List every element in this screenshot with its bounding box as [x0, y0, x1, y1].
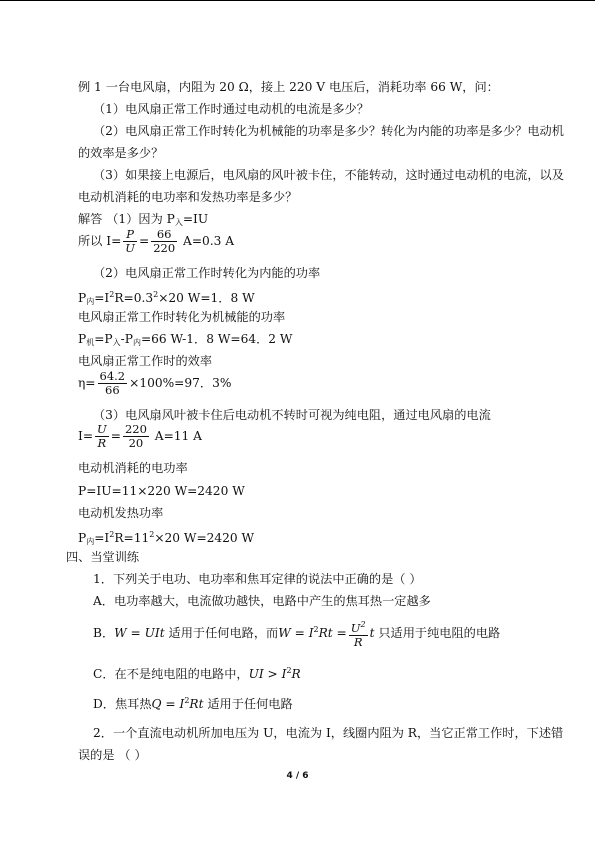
example-q1: （1）电风扇正常工作时通过电动机的电流是多少？: [93, 102, 369, 116]
example-q3-line1: （3）如果接上电源后，电风扇的风叶被卡住，不能转动，这时通过电动机的电流，以及: [93, 168, 564, 182]
question-1-stem: 1．下列关于电功、电功率和焦耳定律的说法中正确的是（ ）: [93, 572, 422, 586]
question-2-line2: 误的是 （ ）: [78, 748, 147, 762]
solution-stall-heat: $P_内=I^2R=11^2\times 20$ W=2420 W: [78, 530, 255, 546]
page-number: 4 / 6: [286, 771, 309, 781]
fraction-66-over-220: $\frac{66}{220}$: [153, 227, 176, 255]
solution-line-7: 电风扇正常工作时的效率: [78, 354, 213, 368]
solution-line-5: 电风扇正常工作时转化为机械能的功率: [78, 310, 286, 324]
solution-line-13: 电动机发热功率: [78, 506, 164, 520]
example-stem: 例 1 一台电风扇，内阻为 20 Ω，接上 220 V 电压后，消耗功率 66 W，问：: [78, 80, 499, 94]
solution-mech-power: $P_机=P_入-P_内=66$ W-1．8 W=64．2 W: [78, 332, 293, 347]
question-2-line1: 2．一个直流电动机所加电压为 U，电流为 I，线圈内阻为 R，当它正常工作时，下述错: [93, 726, 564, 740]
fraction-p-over-u: $\frac{P}{U}$: [125, 227, 135, 255]
solution-heat-power: $P_内=I^2R=0.3^2\times 20$ W=1．8 W: [78, 290, 255, 306]
fraction-64-2-over-66: $\frac{64.2}{66}$: [99, 369, 126, 397]
page-top-border: [0, 0, 595, 1]
example-q2-line1: （2）电风扇正常工作时转化为机械能的功率是多少？转化为内能的功率是多少？电动机: [93, 124, 564, 138]
fraction-u2-over-r: $\frac{U^2}{R}$: [350, 620, 366, 649]
fraction-220-over-20: $\frac{220}{20}$: [124, 422, 147, 450]
fraction-u-over-r: $\frac{U}{R}$: [97, 422, 107, 450]
solution-current-formula: 所以 I= $\frac{P}{U}$ = $\frac{66}{220}$ A=0.3 A: [78, 227, 235, 255]
solution-line-12: P=IU=11×220 W=2420 W: [78, 484, 245, 498]
example-q2-line2: 的效率是多少？: [78, 146, 164, 160]
solution-efficiency: η= $\frac{64.2}{66}$ ×100%=97．3%: [78, 369, 232, 397]
option-a: A．电功率越大，电流做功越快，电路中产生的焦耳热一定越多: [93, 594, 431, 608]
solution-line-1: 解答 （1）因为 $P_入=IU$: [78, 212, 209, 227]
section-title: 四、当堂训练: [66, 550, 140, 564]
solution-line-3: （2）电风扇正常工作时转化为内能的功率: [93, 266, 321, 280]
solution-stall-current: I= $\frac{U}{R}$ = $\frac{220}{20}$ A=11 A: [78, 422, 202, 450]
option-d: D．焦耳热$Q = I^2Rt$ 适用于任何电路: [93, 696, 293, 711]
option-b: B．W = UIt 适用于任何电路，而$W = I^2Rt$ = $\frac{U^2}{R}$ t 只适用于纯电阻的电路: [93, 620, 501, 649]
solution-line-11: 电动机消耗的电功率: [78, 461, 188, 475]
option-c: C．在不是纯电阻的电路中，UI > $I^2R$: [93, 666, 301, 681]
example-q3-line2: 电动机消耗的电功率和发热功率是多少？: [78, 190, 298, 204]
solution-line-9: （3）电风扇风叶被卡住后电动机不转时可视为纯电阻，通过电风扇的电流: [93, 408, 491, 422]
